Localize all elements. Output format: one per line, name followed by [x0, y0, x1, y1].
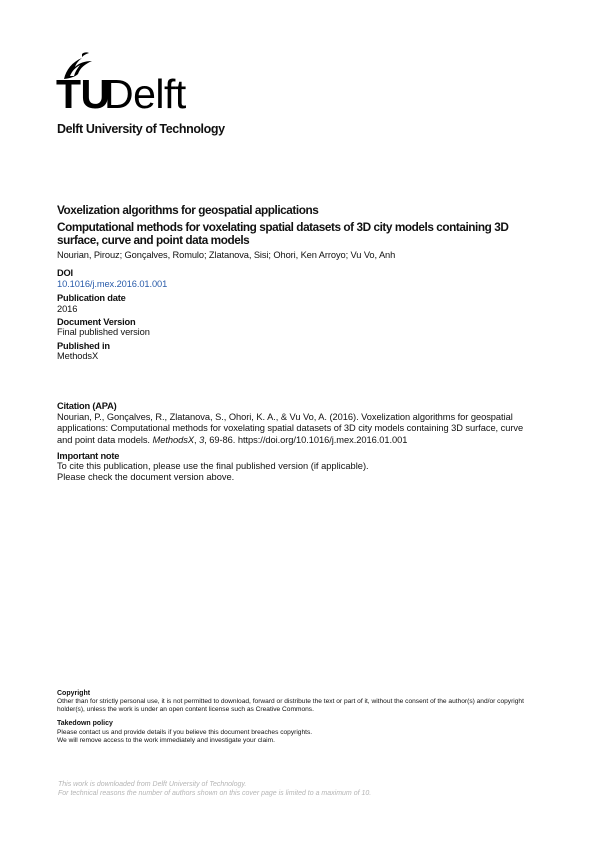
copyright-label: Copyright: [57, 690, 91, 697]
tu-delft-logo: [56, 52, 206, 117]
doi-label: DOI: [57, 268, 73, 278]
publication-date-label: Publication date: [57, 293, 126, 303]
takedown-line-1: Please contact us and provide details if you believe this document breaches copyrights.: [57, 729, 313, 736]
published-in-value: MethodsX: [57, 351, 99, 361]
citation-tail: , 69-86. https://doi.org/10.1016/j.mex.2016.01.001: [204, 434, 408, 445]
important-note-line-2: Please check the document version above.: [57, 472, 235, 483]
authors: Nourian, Pirouz; Gonçalves, Romulo; Zlatanova, Sisi; Ohori, Ken Arroyo; Vu Vo, Anh: [57, 250, 396, 260]
important-note-label: Important note: [57, 451, 120, 461]
copyright-text: Other than for strictly personal use, it is not permitted to download, forward or distribute the text or part of it, without the consent of the author(s) and/or copyright holder(s), unless the work is under an open content license such as Creative Commons.: [57, 698, 524, 714]
logo-tu: TU: [56, 71, 110, 117]
published-in-label: Published in: [57, 341, 110, 351]
important-note-text: [57, 461, 369, 484]
doi-link[interactable]: 10.1016/j.mex.2016.01.001: [57, 279, 168, 289]
citation-body: Nourian, P., Gonçalves, R., Zlatanova, S., Ohori, K. A., & Vu Vo, A. (2016). Voxelization algorithms for geospatial applications: Computational methods for voxelating spatial datasets of 3D city models containing 3D surface, curve and point data models.: [57, 412, 524, 445]
takedown-label: Takedown policy: [57, 720, 113, 727]
logo-delft: Delft: [104, 71, 186, 117]
footer-line-2: For technical reasons the number of authors shown on this cover page is limited to a maximum of 10.: [58, 790, 372, 797]
publication-date-value: 2016: [57, 304, 78, 314]
institution-name: Delft University of Technology: [57, 122, 225, 136]
citation-sep: ,: [193, 434, 200, 445]
citation-volume: 3: [199, 434, 205, 445]
document-version-label: Document Version: [57, 317, 136, 327]
takedown-text: [57, 729, 547, 745]
document-subtitle: Computational methods for voxelating spatial datasets of 3D city models containing 3D surface, curve and point data models: [57, 220, 509, 247]
document-version-value: Final published version: [57, 327, 150, 337]
citation-label: Citation (APA): [57, 401, 117, 411]
citation-text: [57, 412, 537, 446]
citation-journal: MethodsX: [152, 434, 194, 445]
takedown-line-2: We will remove access to the work immediately and investigate your claim.: [57, 737, 275, 745]
document-title: Voxelization algorithms for geospatial applications: [57, 203, 319, 217]
footer-line-1: This work is downloaded from Delft University of Technology.: [58, 781, 247, 788]
important-note-line-1: To cite this publication, please use the final published version (if applicable).: [57, 461, 369, 471]
